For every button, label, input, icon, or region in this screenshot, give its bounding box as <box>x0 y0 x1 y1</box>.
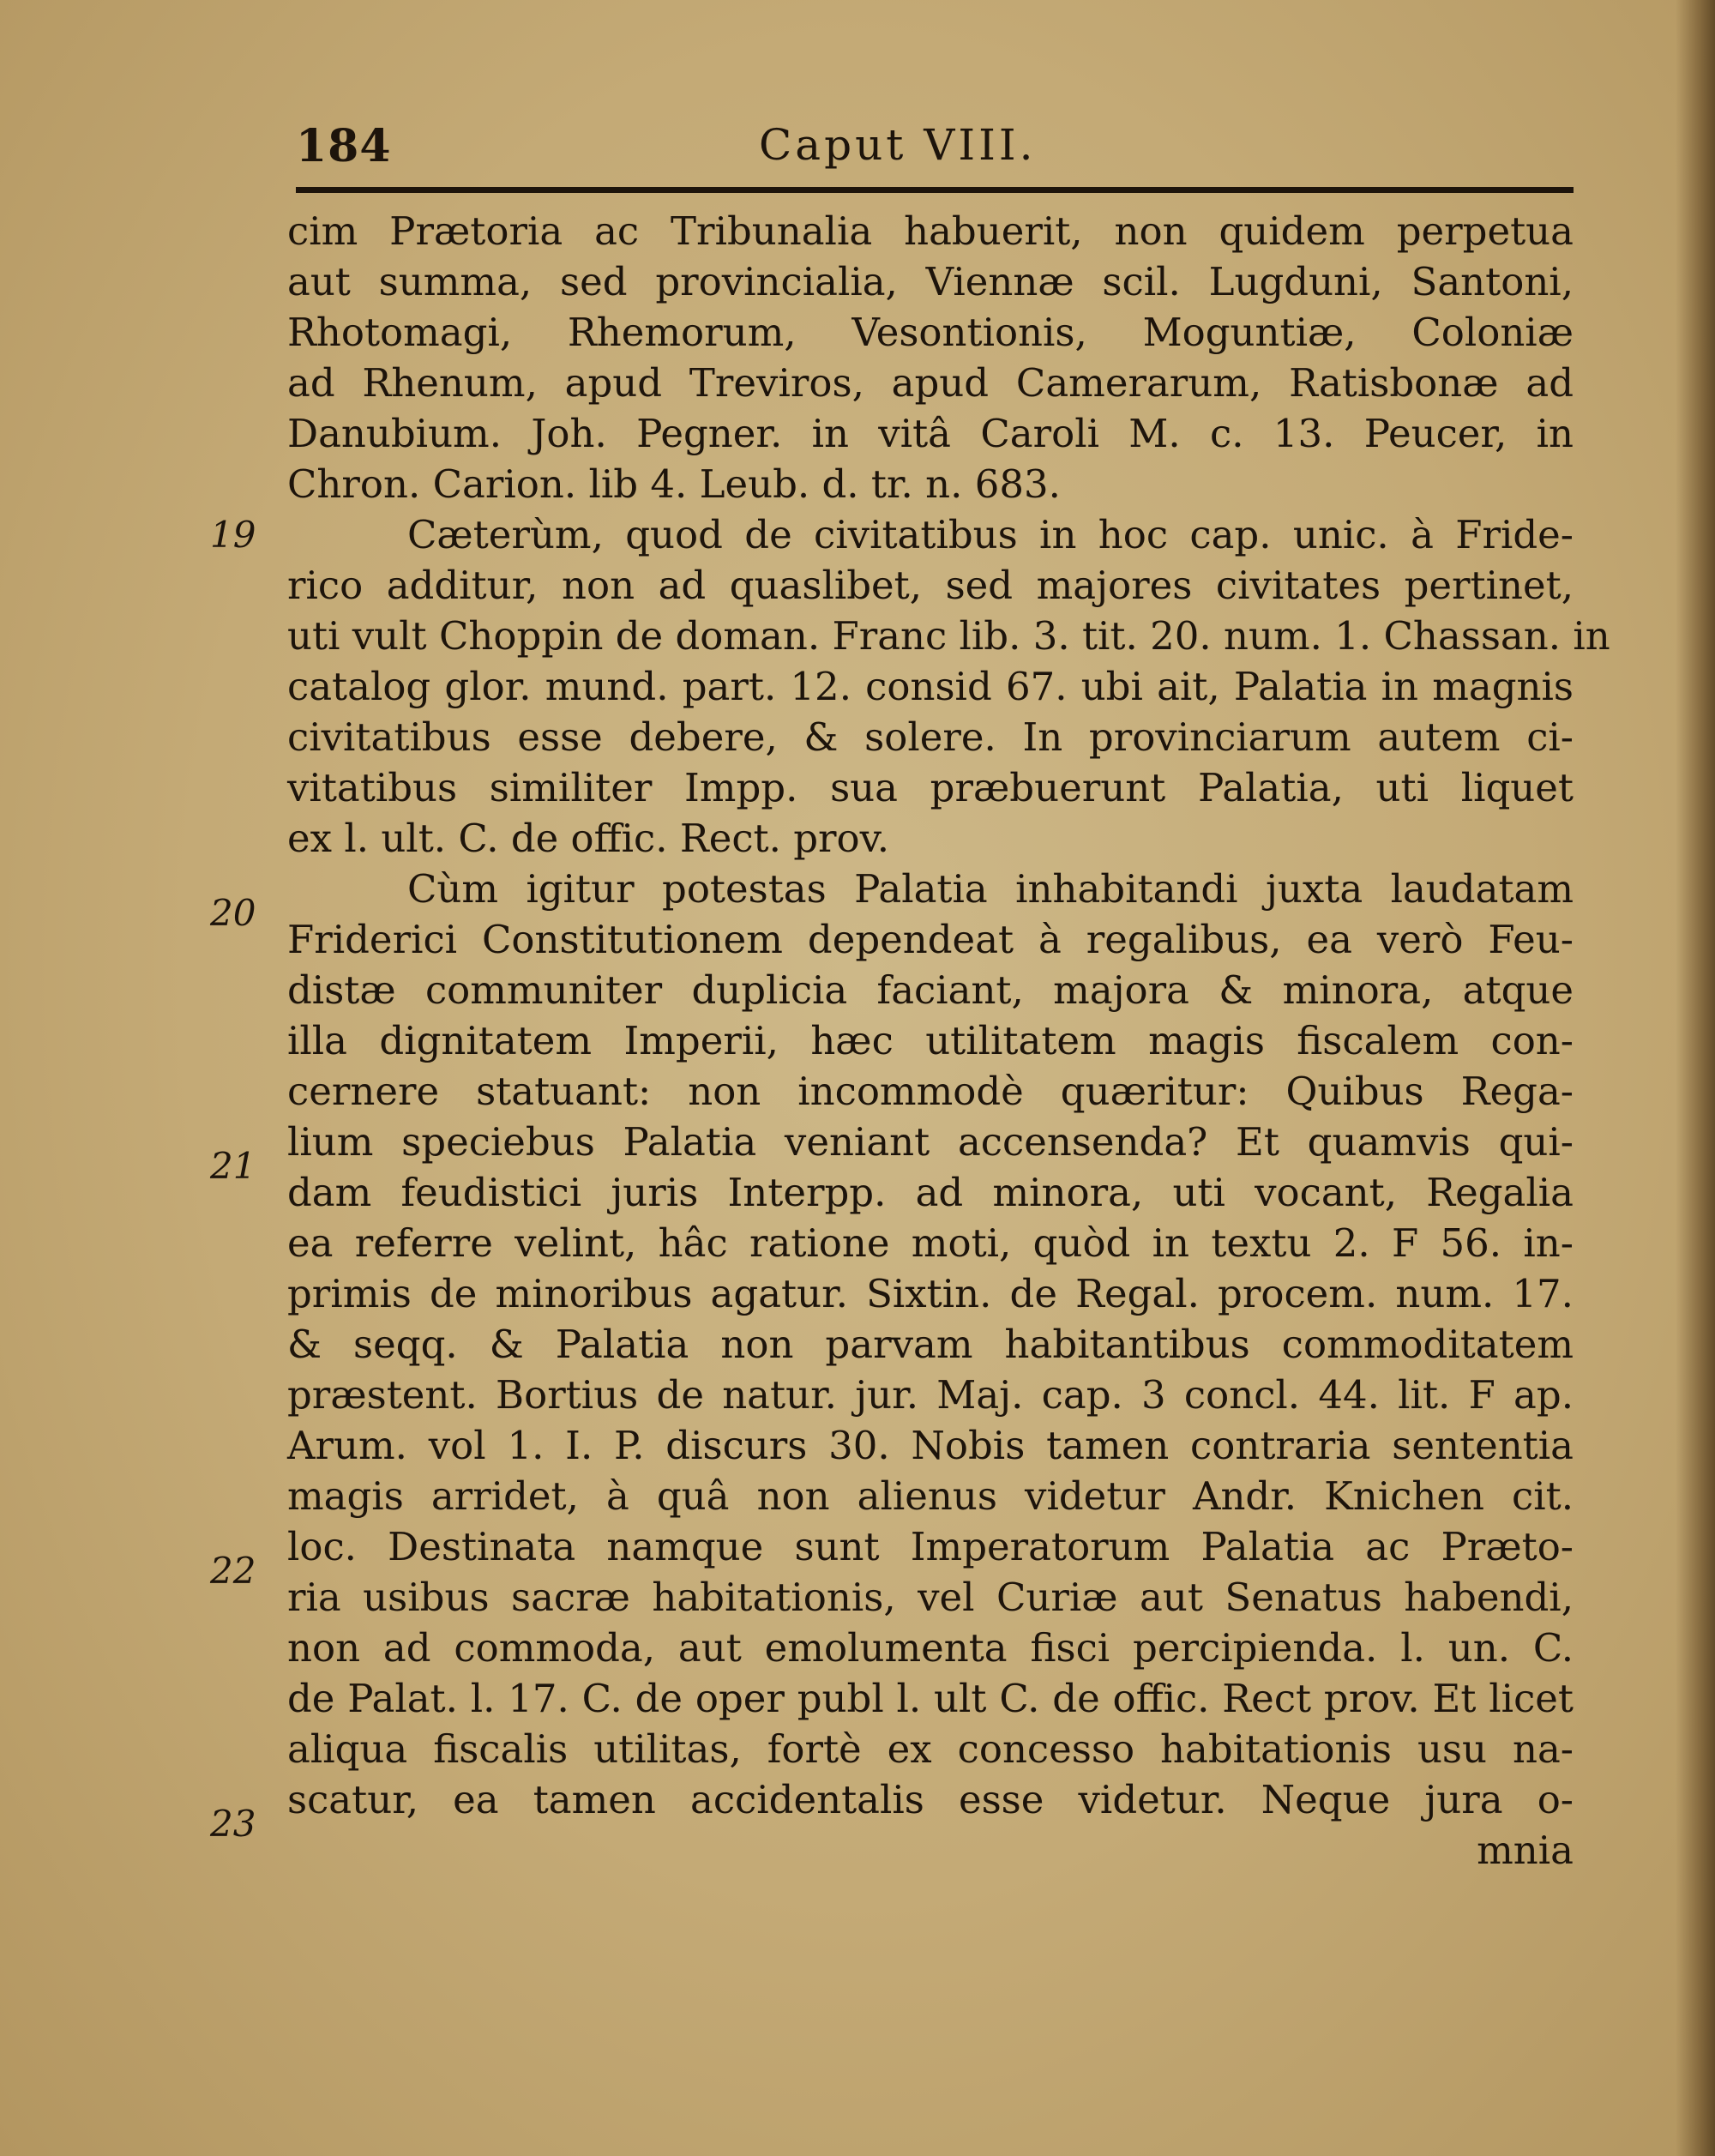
marginal-number: 21 <box>210 1145 256 1187</box>
text-line: distæ communiter duplicia faciant, majora & minora, atque <box>287 967 1574 1013</box>
page-number: 184 <box>296 120 392 172</box>
text-line: rico additur, non ad quaslibet, sed majores civitates pertinet, <box>287 563 1574 608</box>
text-line: illa dignitatem Imperii, hæc utilitatem magis fiscalem con- <box>287 1018 1574 1063</box>
text-line: dam feudistici juris Interpp. ad minora, uti vocant, Regalia <box>287 1170 1574 1215</box>
marginal-number: 23 <box>210 1803 256 1845</box>
text-line: vitatibus similiter Impp. sua præbuerunt Palatia, uti liquet <box>287 765 1574 810</box>
text-line: cim Prætoria ac Tribunalia habuerit, non quidem perpetua <box>287 208 1574 254</box>
text-line: Cæterùm, quod de civitatibus in hoc cap. unic. à Fride- <box>407 512 1574 557</box>
text-line: præstent. Bortius de natur. jur. Maj. cap. 3 concl. 44. lit. F ap. <box>287 1372 1574 1418</box>
text-line: Friderici Constitutionem dependeat à regalibus, ea verò Feu- <box>287 917 1574 962</box>
text-line: non ad commoda, aut emolumenta fisci percipienda. l. un. C. <box>287 1625 1574 1671</box>
text-line: ria usibus sacræ habitationis, vel Curiæ aut Senatus habendi, <box>287 1575 1574 1620</box>
text-line: civitatibus esse debere, & solere. In provinciarum autem ci- <box>287 714 1574 760</box>
text-line: magis arridet, à quâ non alienus videtur Andr. Knichen cit. <box>287 1473 1574 1519</box>
text-line: lium speciebus Palatia veniant accensenda? Et quamvis qui- <box>287 1119 1574 1165</box>
text-line: Arum. vol 1. I. P. discurs 30. Nobis tamen contraria sententia <box>287 1423 1574 1468</box>
text-line: ea referre velint, hâc ratione moti, quòd in textu 2. F 56. in- <box>287 1220 1574 1266</box>
body-text <box>287 206 1610 1876</box>
text-line: ex l. ult. C. de offic. Rect. prov. <box>287 816 890 861</box>
text-line: Cùm igitur potestas Palatia inhabitandi juxta laudatam <box>407 866 1574 912</box>
catchword: mnia <box>1477 1828 1574 1873</box>
page-gutter-shadow <box>1676 0 1715 2156</box>
page-header <box>296 120 1574 180</box>
marginal-number: 22 <box>210 1550 256 1592</box>
text-line: primis de minoribus agatur. Sixtin. de Regal. procem. num. 17. <box>287 1271 1574 1316</box>
text-line: aliqua fiscalis utilitas, fortè ex concesso habitationis usu na- <box>287 1726 1574 1772</box>
text-line: Chron. Carion. lib 4. Leub. d. tr. n. 683. <box>287 461 1061 507</box>
text-line: cernere statuant: non incommodè quæritur: Quibus Rega- <box>287 1069 1574 1114</box>
text-line: catalog glor. mund. part. 12. consid 67. ubi ait, Palatia in magnis <box>287 664 1574 709</box>
text-line: de Palat. l. 17. C. de oper publ l. ult C. de offic. Rect prov. Et licet <box>287 1676 1574 1721</box>
text-line: & seqq. & Palatia non parvam habitantibus commoditatem <box>287 1322 1574 1367</box>
marginal-number: 19 <box>210 514 256 556</box>
text-line: uti vult Choppin de doman. Franc lib. 3. tit. 20. num. 1. Chassan. in <box>287 613 1610 659</box>
text-line: aut summa, sed provincialia, Viennæ scil. Lugduni, Santoni, <box>287 259 1574 304</box>
text-line: ad Rhenum, apud Treviros, apud Camerarum, Ratisbonæ ad <box>287 360 1574 406</box>
text-line: Rhotomagi, Rhemorum, Vesontionis, Moguntiæ, Coloniæ <box>287 310 1574 355</box>
marginal-number: 20 <box>210 892 256 934</box>
text-line: Danubium. Joh. Pegner. in vitâ Caroli M. c. 13. Peucer, in <box>287 411 1574 456</box>
header-rule <box>296 187 1574 193</box>
text-line: loc. Destinata namque sunt Imperatorum Palatia ac Præto- <box>287 1524 1574 1569</box>
running-title: Caput VIII. <box>759 120 1037 170</box>
text-line: scatur, ea tamen accidentalis esse videtur. Neque jura o- <box>287 1777 1574 1822</box>
